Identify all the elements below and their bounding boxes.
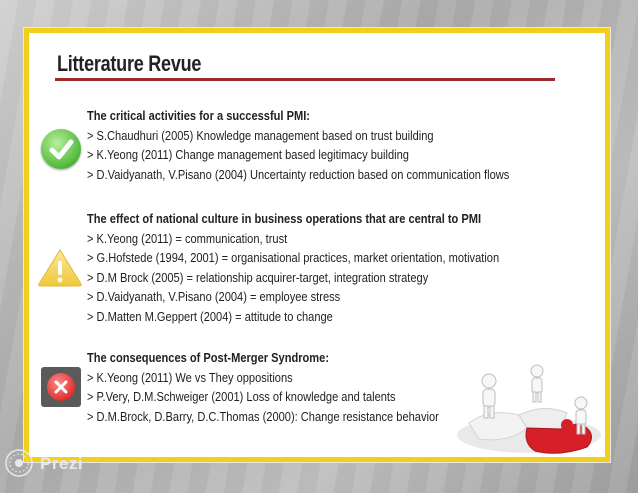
list-item: > D.Vaidyanath, V.Pisano (2004) Uncertainty reduction based on communication flows <box>87 167 510 182</box>
section-heading: The effect of national culture in business operations that are central to PMI <box>87 212 482 226</box>
slide-title: Litterature Revue <box>57 51 202 76</box>
puzzle-people-illustration <box>449 353 604 458</box>
list-item: > D.Vaidyanath, V.Pisano (2004) = employee stress <box>87 290 341 305</box>
list-item: > D.M.Brock, D.Barry, D.C.Thomas (2000): Change resistance behavior <box>87 409 439 424</box>
section-critical-activities <box>87 107 509 185</box>
list-item: > K.Yeong (2011) Change management based legitimacy building <box>87 148 409 163</box>
list-item: > D.M Brock (2005) = relationship acquirer-target, integration strategy <box>87 270 429 285</box>
list-item: > D.Matten M.Geppert (2004) = attitude to change <box>87 309 333 324</box>
list-item: > K.Yeong (2011) = communication, trust <box>87 231 288 246</box>
list-item: > G.Hofstede (1994, 2001) = organisational practices, market orientation, motivation <box>87 251 500 266</box>
section-post-merger-syndrome <box>87 349 439 427</box>
slide-canvas <box>24 28 610 462</box>
x-icon <box>41 367 81 407</box>
title-underline <box>55 78 555 81</box>
section-heading: The consequences of Post-Merger Syndrome: <box>87 351 330 365</box>
section-national-culture <box>87 210 499 328</box>
prezi-logo <box>4 448 86 478</box>
list-item: > S.Chaudhuri (2005) Knowledge management based on trust building <box>87 128 434 143</box>
list-item: > P.Very, D.M.Schweiger (2001) Loss of knowledge and talents <box>87 390 396 405</box>
check-icon <box>41 129 81 169</box>
section-heading: The critical activities for a successful PMI: <box>87 109 310 123</box>
list-item: > K.Yeong (2011) We vs They oppositions <box>87 370 293 385</box>
warning-icon <box>37 247 83 287</box>
prezi-logo-text: Prezi <box>40 454 84 473</box>
prezi-emblem-icon <box>4 448 38 478</box>
